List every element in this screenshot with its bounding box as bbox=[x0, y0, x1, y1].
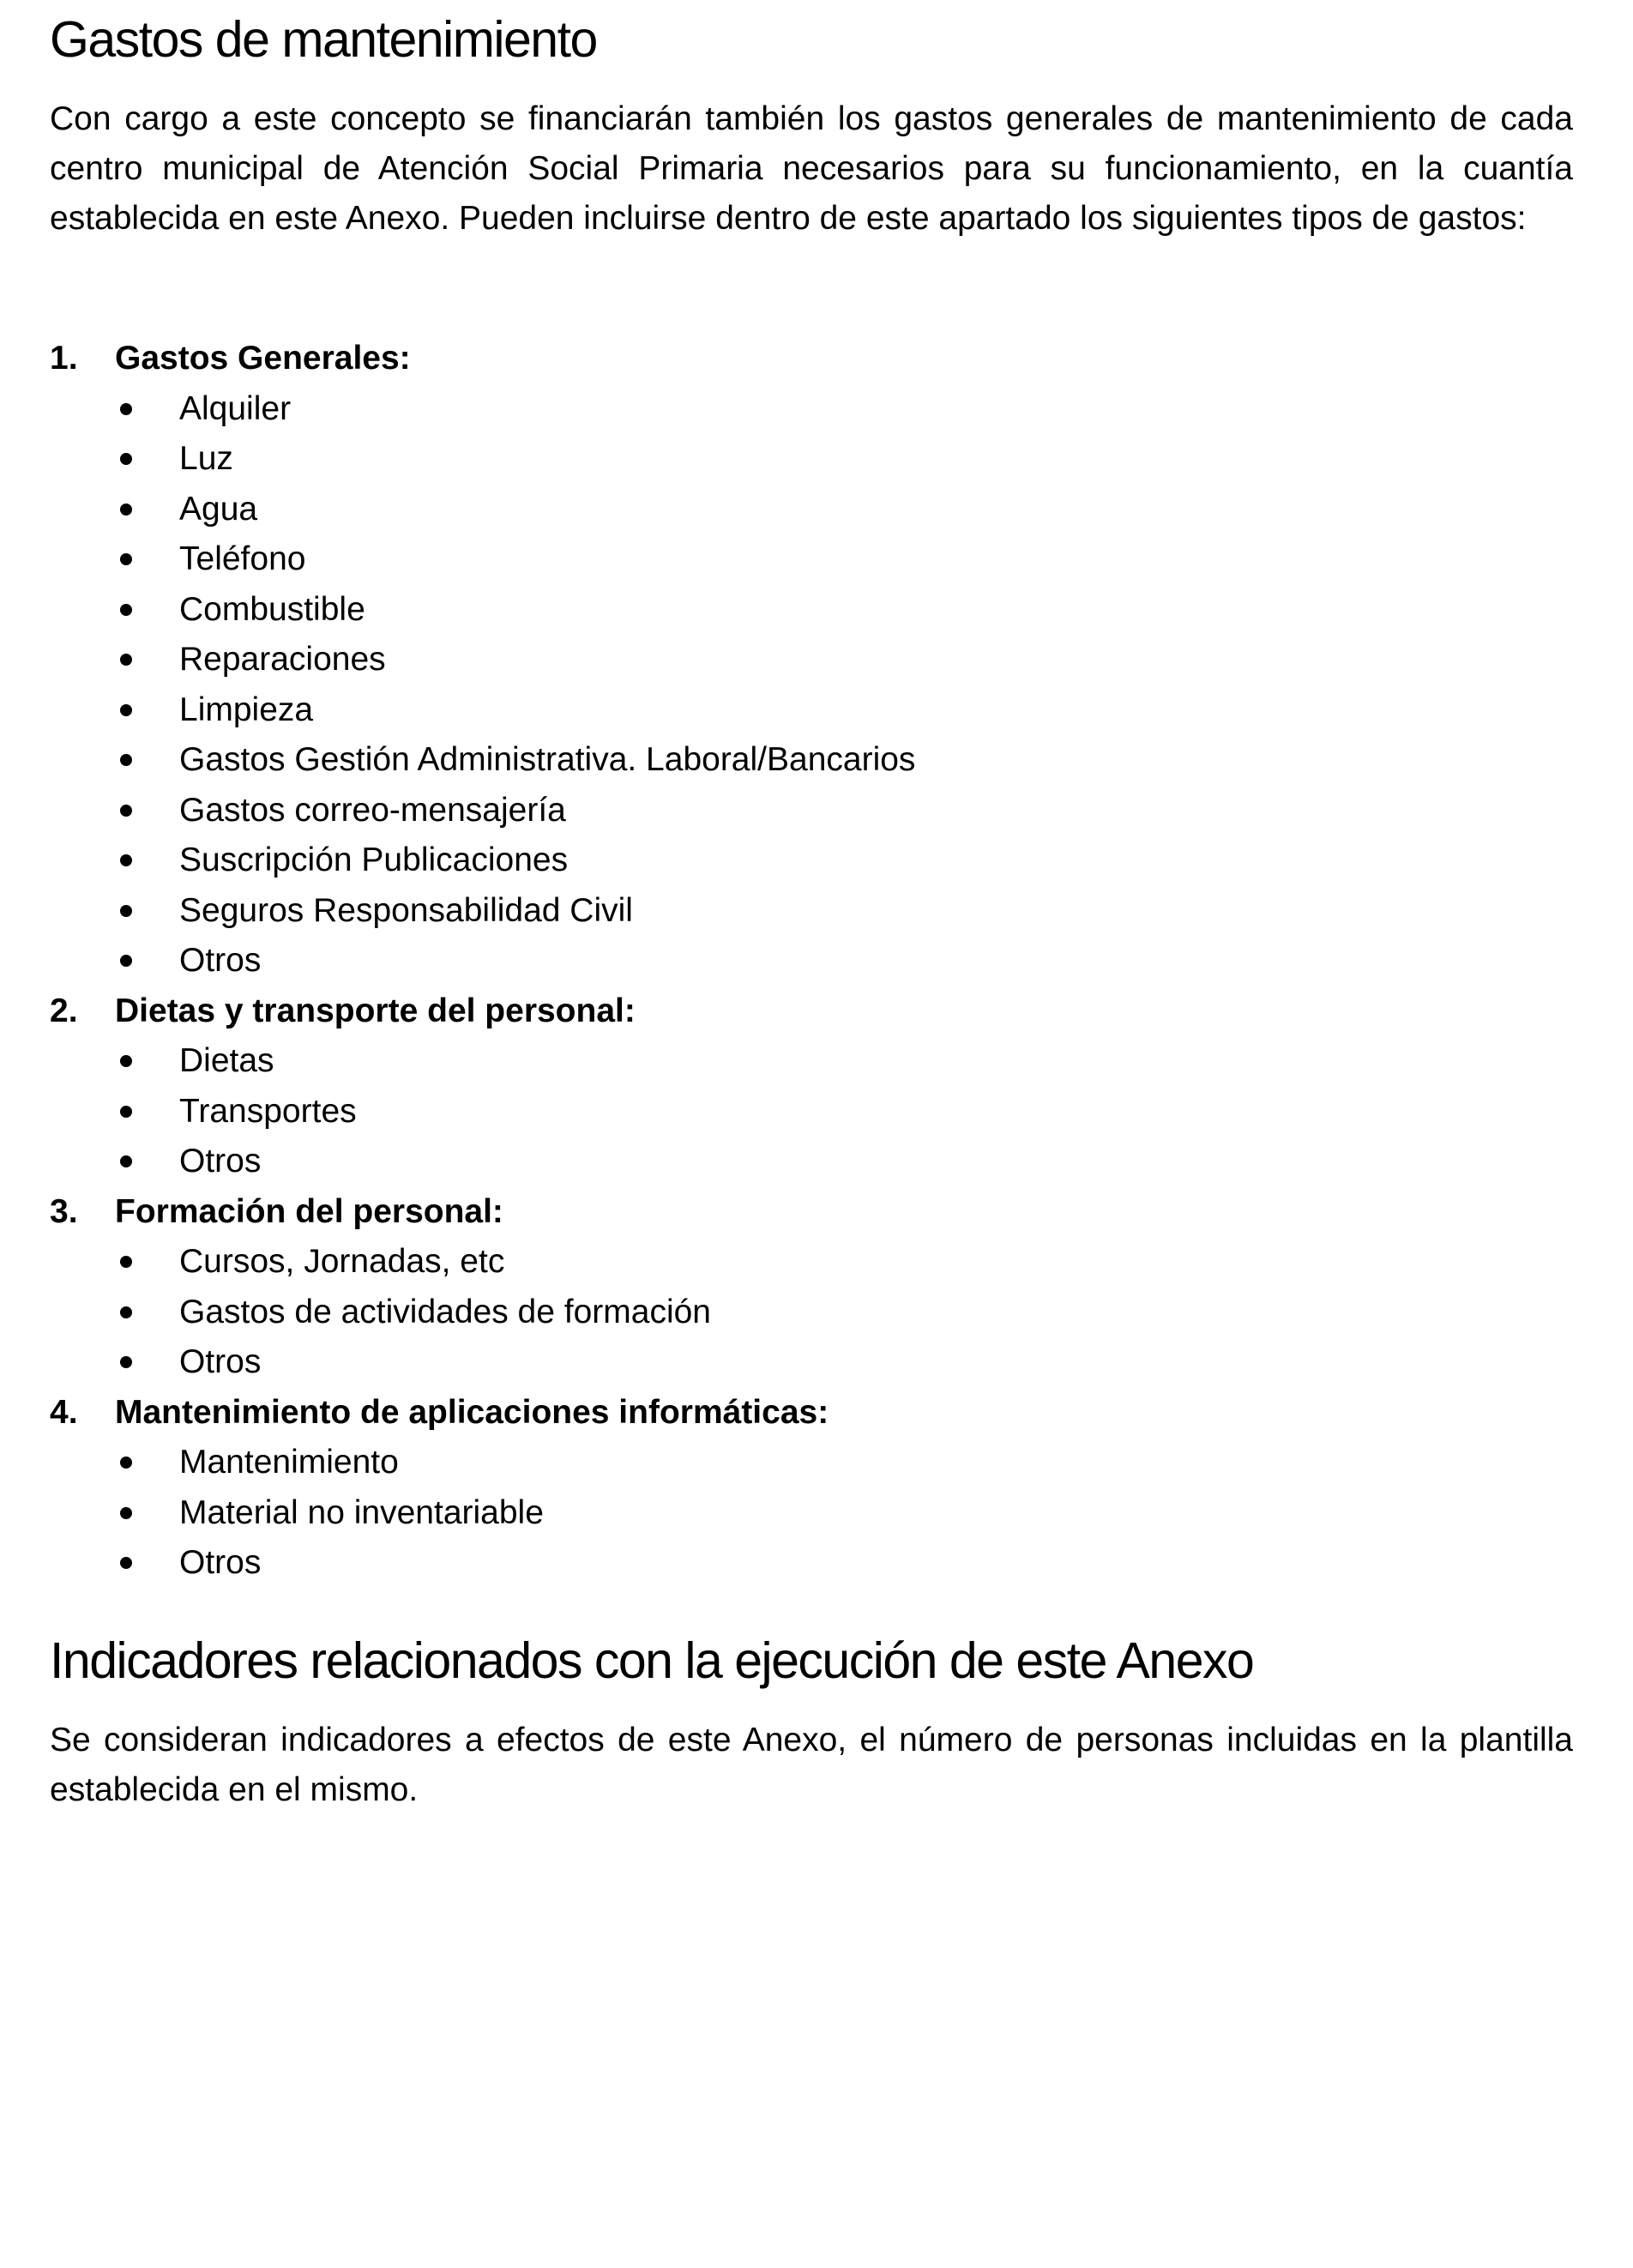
list-item bbox=[0, 936, 1633, 986]
category-heading bbox=[0, 334, 1633, 384]
list-item-text: Transportes bbox=[179, 1092, 357, 1130]
list-item-text: Dietas bbox=[179, 1042, 274, 1079]
list-item bbox=[0, 1087, 1633, 1137]
list-item-text: Teléfono bbox=[179, 540, 306, 577]
bullet-icon bbox=[120, 754, 132, 766]
category-title: Gastos Generales: bbox=[115, 340, 411, 377]
list-item-text: Suscripción Publicaciones bbox=[179, 841, 569, 878]
bullet-icon bbox=[120, 604, 132, 616]
list-item-text: Gastos de actividades de formación bbox=[179, 1293, 712, 1330]
list-item-text: Mantenimiento bbox=[179, 1444, 399, 1481]
list-item-text: Seguros Responsabilidad Civil bbox=[179, 891, 633, 929]
list-item-text: Gastos Gestión Administrativa. Laboral/Bancarios bbox=[179, 741, 916, 778]
bullet-icon bbox=[120, 504, 132, 516]
list-item-text: Limpieza bbox=[179, 691, 314, 728]
list-item bbox=[0, 835, 1633, 886]
bullet-icon bbox=[120, 1507, 132, 1519]
list-item-text: Reparaciones bbox=[179, 641, 386, 678]
list-item-text: Gastos correo-mensajería bbox=[179, 791, 566, 829]
list-item bbox=[0, 384, 1633, 435]
section-heading-gastos: Gastos de mantenimiento bbox=[50, 11, 597, 68]
category-title: Mantenimiento de aplicaciones informáticas: bbox=[115, 1393, 829, 1431]
bullet-icon bbox=[120, 1356, 132, 1368]
list-item bbox=[0, 485, 1633, 535]
list-item bbox=[0, 534, 1633, 585]
list-item bbox=[0, 1438, 1633, 1488]
list-item-text: Luz bbox=[179, 440, 233, 477]
expense-category-list bbox=[0, 334, 1633, 1589]
list-item bbox=[0, 585, 1633, 636]
list-item-text: Agua bbox=[179, 490, 258, 528]
category-number: 2. bbox=[50, 992, 78, 1029]
list-item bbox=[0, 1488, 1633, 1539]
bullet-icon bbox=[120, 955, 132, 967]
list-item bbox=[0, 1036, 1633, 1087]
bullet-icon bbox=[120, 704, 132, 716]
bullet-icon bbox=[120, 1457, 132, 1469]
bullet-icon bbox=[120, 553, 132, 565]
bullet-icon bbox=[120, 805, 132, 817]
bullet-icon bbox=[120, 453, 132, 465]
list-item bbox=[0, 635, 1633, 685]
category-title: Dietas y transporte del personal: bbox=[115, 992, 636, 1029]
bullet-icon bbox=[120, 1155, 132, 1167]
list-item bbox=[0, 1137, 1633, 1187]
category-number: 4. bbox=[50, 1393, 78, 1431]
list-item bbox=[0, 1288, 1633, 1338]
category-heading bbox=[0, 1388, 1633, 1439]
list-item-text: Otros bbox=[179, 1544, 262, 1581]
list-item bbox=[0, 1237, 1633, 1288]
category-heading bbox=[0, 1187, 1633, 1238]
list-item bbox=[0, 434, 1633, 485]
list-item-text: Otros bbox=[179, 1343, 262, 1380]
bullet-icon bbox=[120, 654, 132, 666]
category-number: 1. bbox=[50, 340, 78, 377]
intro-paragraph: Con cargo a este concepto se financiarán también los gastos generales de mantenimiento de cada centro municipal de Atención Social Primaria necesarios para su funcionamiento, en la cuantía establecida en este Anexo. Pueden incluirse dentro de este apartado los siguientes tipos de gastos: bbox=[50, 100, 1573, 237]
list-item-text: Material no inventariable bbox=[179, 1493, 544, 1531]
bullet-icon bbox=[120, 1106, 132, 1118]
list-item-text: Otros bbox=[179, 1143, 262, 1179]
list-item bbox=[0, 685, 1633, 736]
indicators-paragraph: Se consideran indicadores a efectos de este Anexo, el número de personas incluidas en la plantilla establecida en el mismo. bbox=[50, 1722, 1573, 1808]
list-item bbox=[0, 1538, 1633, 1589]
bullet-icon bbox=[120, 403, 132, 415]
category-title: Formación del personal: bbox=[115, 1192, 503, 1230]
list-item bbox=[0, 735, 1633, 786]
bullet-icon bbox=[120, 1306, 132, 1318]
list-item-text: Alquiler bbox=[179, 389, 292, 427]
list-item-text: Cursos, Jornadas, etc bbox=[179, 1243, 505, 1280]
list-item bbox=[0, 786, 1633, 836]
bullet-icon bbox=[120, 854, 132, 866]
category-heading bbox=[0, 986, 1633, 1037]
list-item-text: Combustible bbox=[179, 590, 365, 628]
list-item-text: Otros bbox=[179, 942, 262, 979]
list-item bbox=[0, 886, 1633, 937]
category-number: 3. bbox=[50, 1192, 78, 1230]
section-heading-indicadores: Indicadores relacionados con la ejecución de este Anexo bbox=[50, 1632, 1254, 1689]
bullet-icon bbox=[120, 905, 132, 917]
bullet-icon bbox=[120, 1055, 132, 1067]
bullet-icon bbox=[120, 1557, 132, 1569]
list-item bbox=[0, 1337, 1633, 1388]
bullet-icon bbox=[120, 1256, 132, 1268]
